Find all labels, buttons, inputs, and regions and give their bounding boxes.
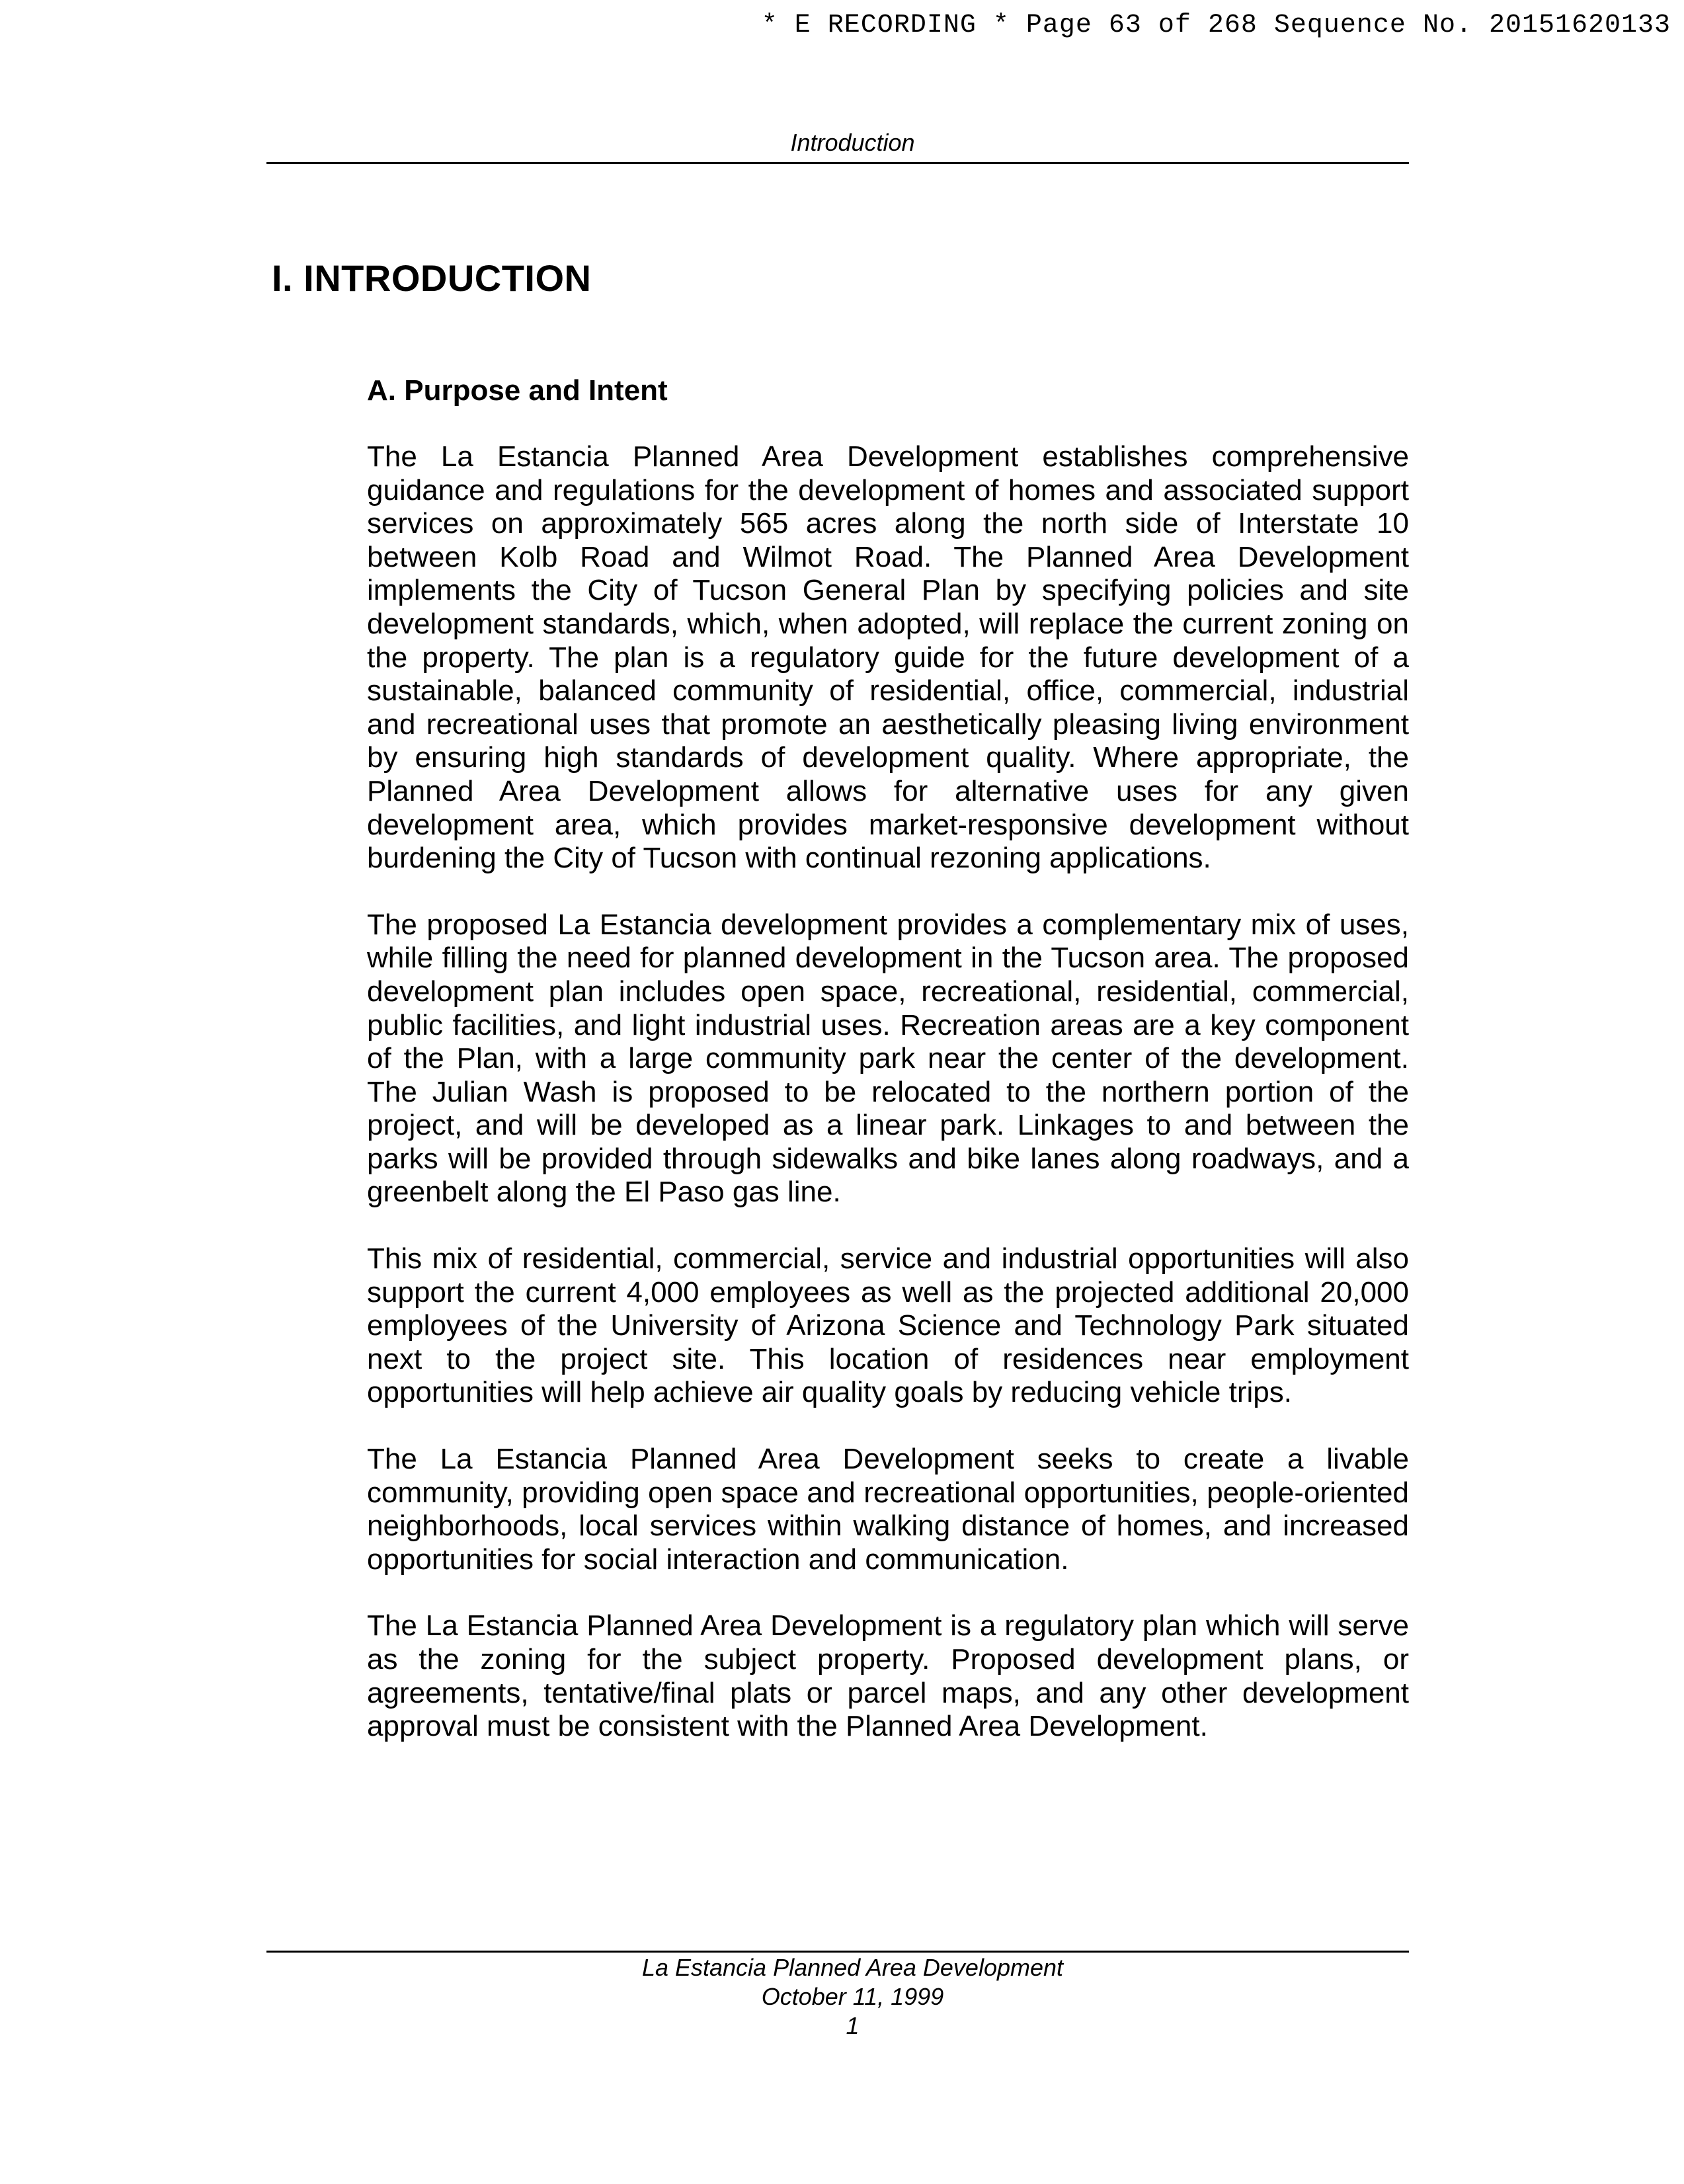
footer-rule <box>266 1951 1409 1953</box>
page-footer <box>0 1953 1684 2041</box>
header-rule <box>266 162 1409 164</box>
running-header-title: Introduction <box>790 129 915 156</box>
subsection-heading: A. Purpose and Intent <box>367 374 668 407</box>
running-header <box>0 129 1684 157</box>
recording-stamp: * E RECORDING * Page 63 of 268 Sequence No. 20151620133 <box>761 11 1671 40</box>
section-heading: I. INTRODUCTION <box>272 257 592 299</box>
paragraph-employment: This mix of residential, commercial, service and industrial opportunities will also support the current 4,000 employees as well as the projected additional 20,000 employees of the University of Arizona Science and Technology Park situated next to the project site. This location of residences near employment opportunities will help achieve air quality goals by reducing vehicle trips. <box>367 1242 1409 1409</box>
paragraph-regulatory-plan: The La Estancia Planned Area Development is a regulatory plan which will serve as the zoning for the subject property. Proposed development plans, or agreements, tentative/final plats or parcel maps, and any other development approval must be consistent with the Planned Area Development. <box>367 1609 1409 1743</box>
body-text <box>367 440 1409 1777</box>
paragraph-mix-of-uses: The proposed La Estancia development provides a complementary mix of uses, while filling the need for planned development in the Tucson area. The proposed development plan includes open space, recreational, residential, commercial, public facilities, and light industrial uses. Recreation areas are a key component of the Plan, with a large community park near the center of the development. The Julian Wash is proposed to be relocated to the northern portion of the project, and will be developed as a linear park. Linkages to and between the parks will be provided through sidewalks and bike lanes along roadways, and a greenbelt along the El Paso gas line. <box>367 908 1409 1209</box>
paragraph-livable-community: The La Estancia Planned Area Development seeks to create a livable community, providing open space and recreational opportunities, people-oriented neighborhoods, local services within walking distance of homes, and increased opportunities for social interaction and communication. <box>367 1443 1409 1576</box>
paragraph-purpose: The La Estancia Planned Area Development establishes comprehensive guidance and regulations for the development of homes and associated support services on approximately 565 acres along the north side of Interstate 10 between Kolb Road and Wilmot Road. The Planned Area Development implements the City of Tucson General Plan by specifying policies and site development standards, which, when adopted, will replace the current zoning on the property. The plan is a regulatory guide for the future development of a sustainable, balanced community of residential, office, commercial, industrial and recreational uses that promote an aesthetically pleasing living environment by ensuring high standards of development quality. Where appropriate, the Planned Area Development allows for alternative uses for any given development area, which provides market-responsive development without burdening the City of Tucson with continual rezoning applications. <box>367 440 1409 875</box>
footer-date: October 11, 1999 <box>761 1983 944 2010</box>
footer-document-title: La Estancia Planned Area Development <box>641 1954 1064 1981</box>
footer-page-number: 1 <box>846 2012 860 2039</box>
